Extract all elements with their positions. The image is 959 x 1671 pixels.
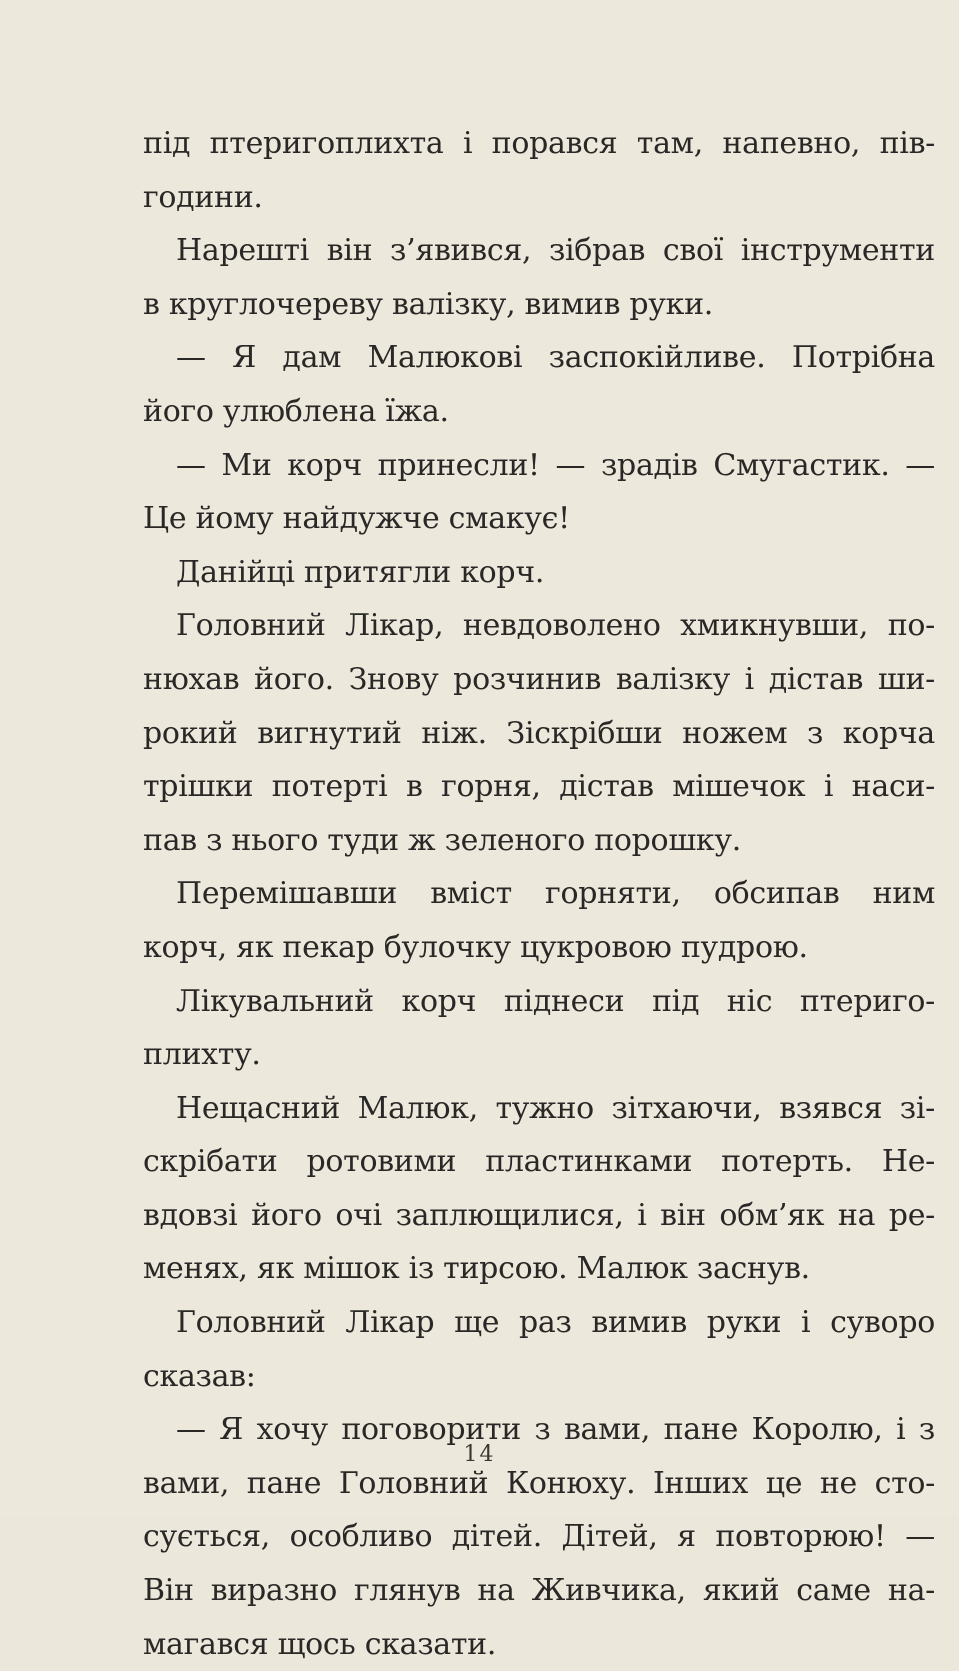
- text-line: — Я дам Малюкові заспокійливе. Потрібна: [176, 340, 935, 376]
- text-line: пав з нього туди ж зеленого порошку.: [143, 822, 741, 858]
- body-text: [143, 117, 935, 1671]
- text-line: нюхав його. Знову розчинив валізку і дістав ши-: [143, 661, 935, 697]
- text-line: магався щось сказати.: [143, 1626, 497, 1662]
- text-line: — Я хочу поговорити з вами, пане Королю, і з: [176, 1412, 935, 1448]
- text-line: рокий вигнутий ніж. Зіскрібши ножем з корча: [143, 715, 935, 751]
- page-number: 14: [463, 1442, 496, 1467]
- text-line: Нарешті він з’явився, зібрав свої інструменти: [176, 233, 935, 269]
- text-line: Це йому найдужче смакує!: [143, 501, 570, 537]
- text-line: його улюблена їжа.: [143, 393, 449, 429]
- text-line: Нещасний Малюк, тужно зітхаючи, взявся зі-: [176, 1090, 935, 1126]
- text-line: Головний Лікар, невдоволено хмикнувши, по-: [176, 608, 935, 644]
- text-line: в круглочереву валізку, вимив руки.: [143, 286, 714, 322]
- text-line: сказав:: [143, 1358, 256, 1394]
- text-line: менях, як мішок із тирсою. Малюк заснув.: [143, 1251, 810, 1287]
- text-line: Лікувальний корч піднеси під ніс птериго-: [176, 983, 935, 1019]
- text-line: Перемішавши вміст горняти, обсипав ним: [176, 876, 935, 912]
- text-line: Він виразно глянув на Живчика, який саме на-: [143, 1573, 935, 1609]
- text-line: трішки потерті в горня, дістав мішечок і наси-: [143, 769, 935, 805]
- text-line: корч, як пекар булочку цукровою пудрою.: [143, 929, 808, 965]
- text-line: години.: [143, 179, 263, 215]
- text-line: вдовзі його очі заплющилися, і він обм’як на ре-: [143, 1197, 935, 1233]
- text-line: під птеригоплихта і порався там, напевно, пів-: [143, 126, 935, 161]
- text-line: Данійці притягли корч.: [176, 554, 545, 590]
- text-line: — Ми корч принесли! — зрадів Смугастик. —: [176, 447, 935, 483]
- text-line: Головний Лікар ще раз вимив руки і суворо: [176, 1305, 935, 1341]
- text-line: плихту.: [143, 1037, 261, 1073]
- text-line: вами, пане Головний Конюху. Інших це не сто-: [143, 1465, 935, 1501]
- text-line: сується, особливо дітей. Дітей, я повторюю! —: [143, 1519, 935, 1555]
- text-line: скрібати ротовими пластинками потерть. Не-: [143, 1144, 935, 1180]
